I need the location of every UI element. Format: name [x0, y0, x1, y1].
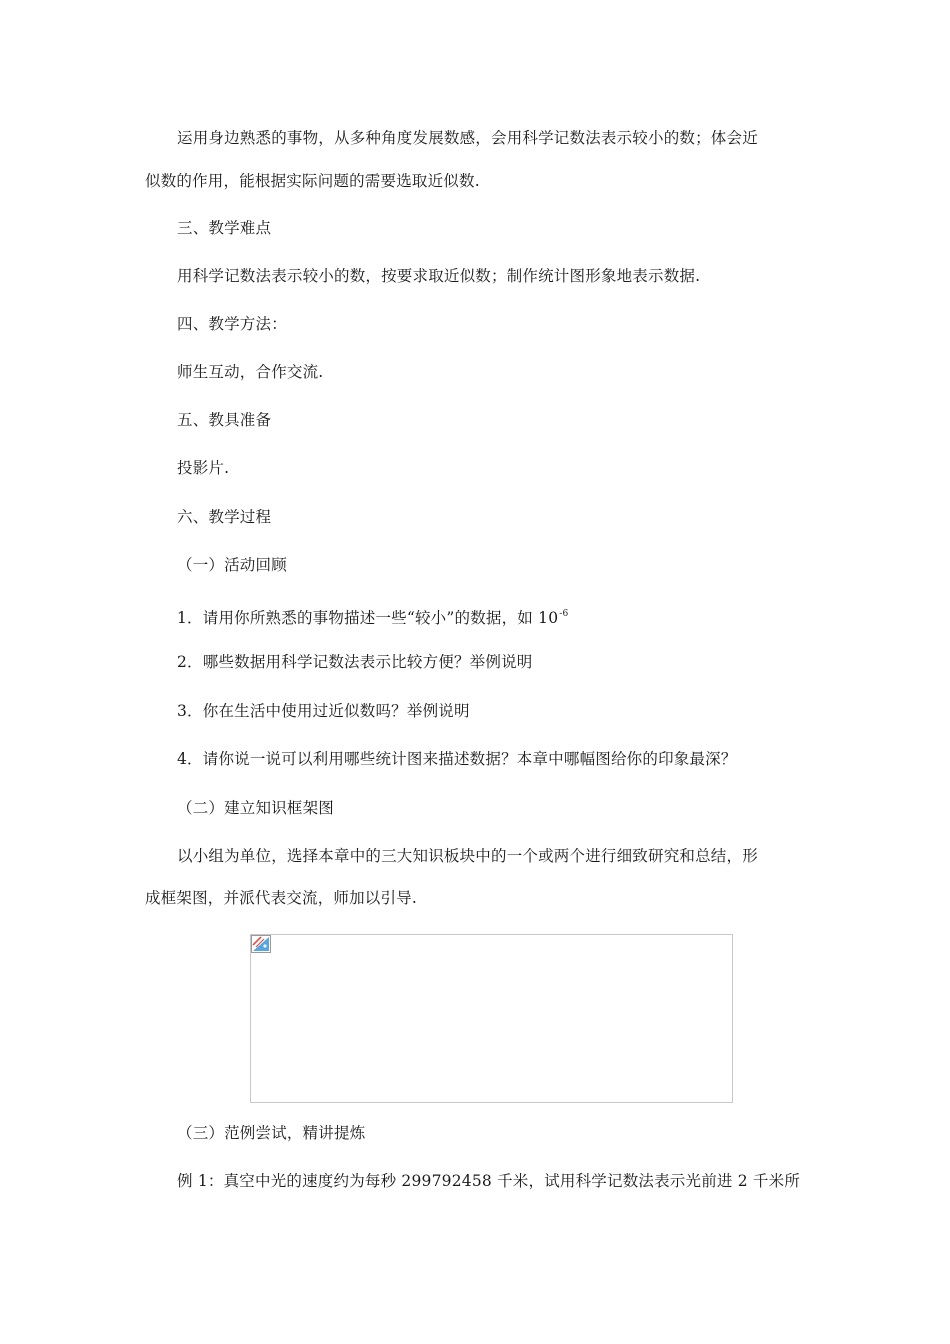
question-3: 3．你在生活中使用过近似数吗？举例说明	[177, 702, 470, 720]
paragraph-framework-line2: 成框架图，并派代表交流，师加以引导.	[145, 889, 418, 907]
broken-image-icon	[251, 935, 271, 953]
section-examples: （三）范例尝试，精讲提炼	[177, 1124, 366, 1142]
question-4: 4．请你说一说可以利用哪些统计图来描述数据？本章中哪幅图给你的印象最深？	[177, 750, 737, 768]
paragraph-aids: 投影片.	[177, 459, 230, 477]
example-1: 例 1：真空中光的速度约为每秒 299792458 千米，试用科学记数法表示光前进 2 千米所	[177, 1172, 801, 1190]
paragraph-difficulties: 用科学记数法表示较小的数，按要求取近似数；制作统计图形象地表示数据.	[177, 267, 701, 285]
paragraph-framework-line1: 以小组为单位，选择本章中的三大知识板块中的一个或两个进行细致研究和总结，形	[177, 847, 758, 865]
heading-teaching-difficulties: 三、教学难点	[177, 219, 272, 237]
heading-teaching-process: 六、教学过程	[177, 508, 272, 526]
paragraph-objective-line2: 似数的作用，能根据实际问题的需要选取近似数.	[145, 172, 480, 190]
image-placeholder	[250, 934, 733, 1103]
question-1	[177, 604, 568, 628]
heading-teaching-methods: 四、教学方法：	[177, 315, 287, 333]
question-1-exponent: -6	[559, 609, 569, 619]
section-knowledge-framework: （二）建立知识框架图	[177, 799, 335, 817]
heading-teaching-aids: 五、教具准备	[177, 411, 272, 429]
question-1-text: 1．请用你所熟悉的事物描述一些“较小”的数据，如 10	[177, 609, 559, 627]
paragraph-methods: 师生互动，合作交流.	[177, 363, 324, 381]
paragraph-objective-line1: 运用身边熟悉的事物，从多种角度发展数感，会用科学记数法表示较小的数；体会近	[177, 129, 758, 147]
section-activity-review: （一）活动回顾	[177, 556, 287, 574]
question-2: 2．哪些数据用科学记数法表示比较方便？举例说明	[177, 653, 533, 671]
